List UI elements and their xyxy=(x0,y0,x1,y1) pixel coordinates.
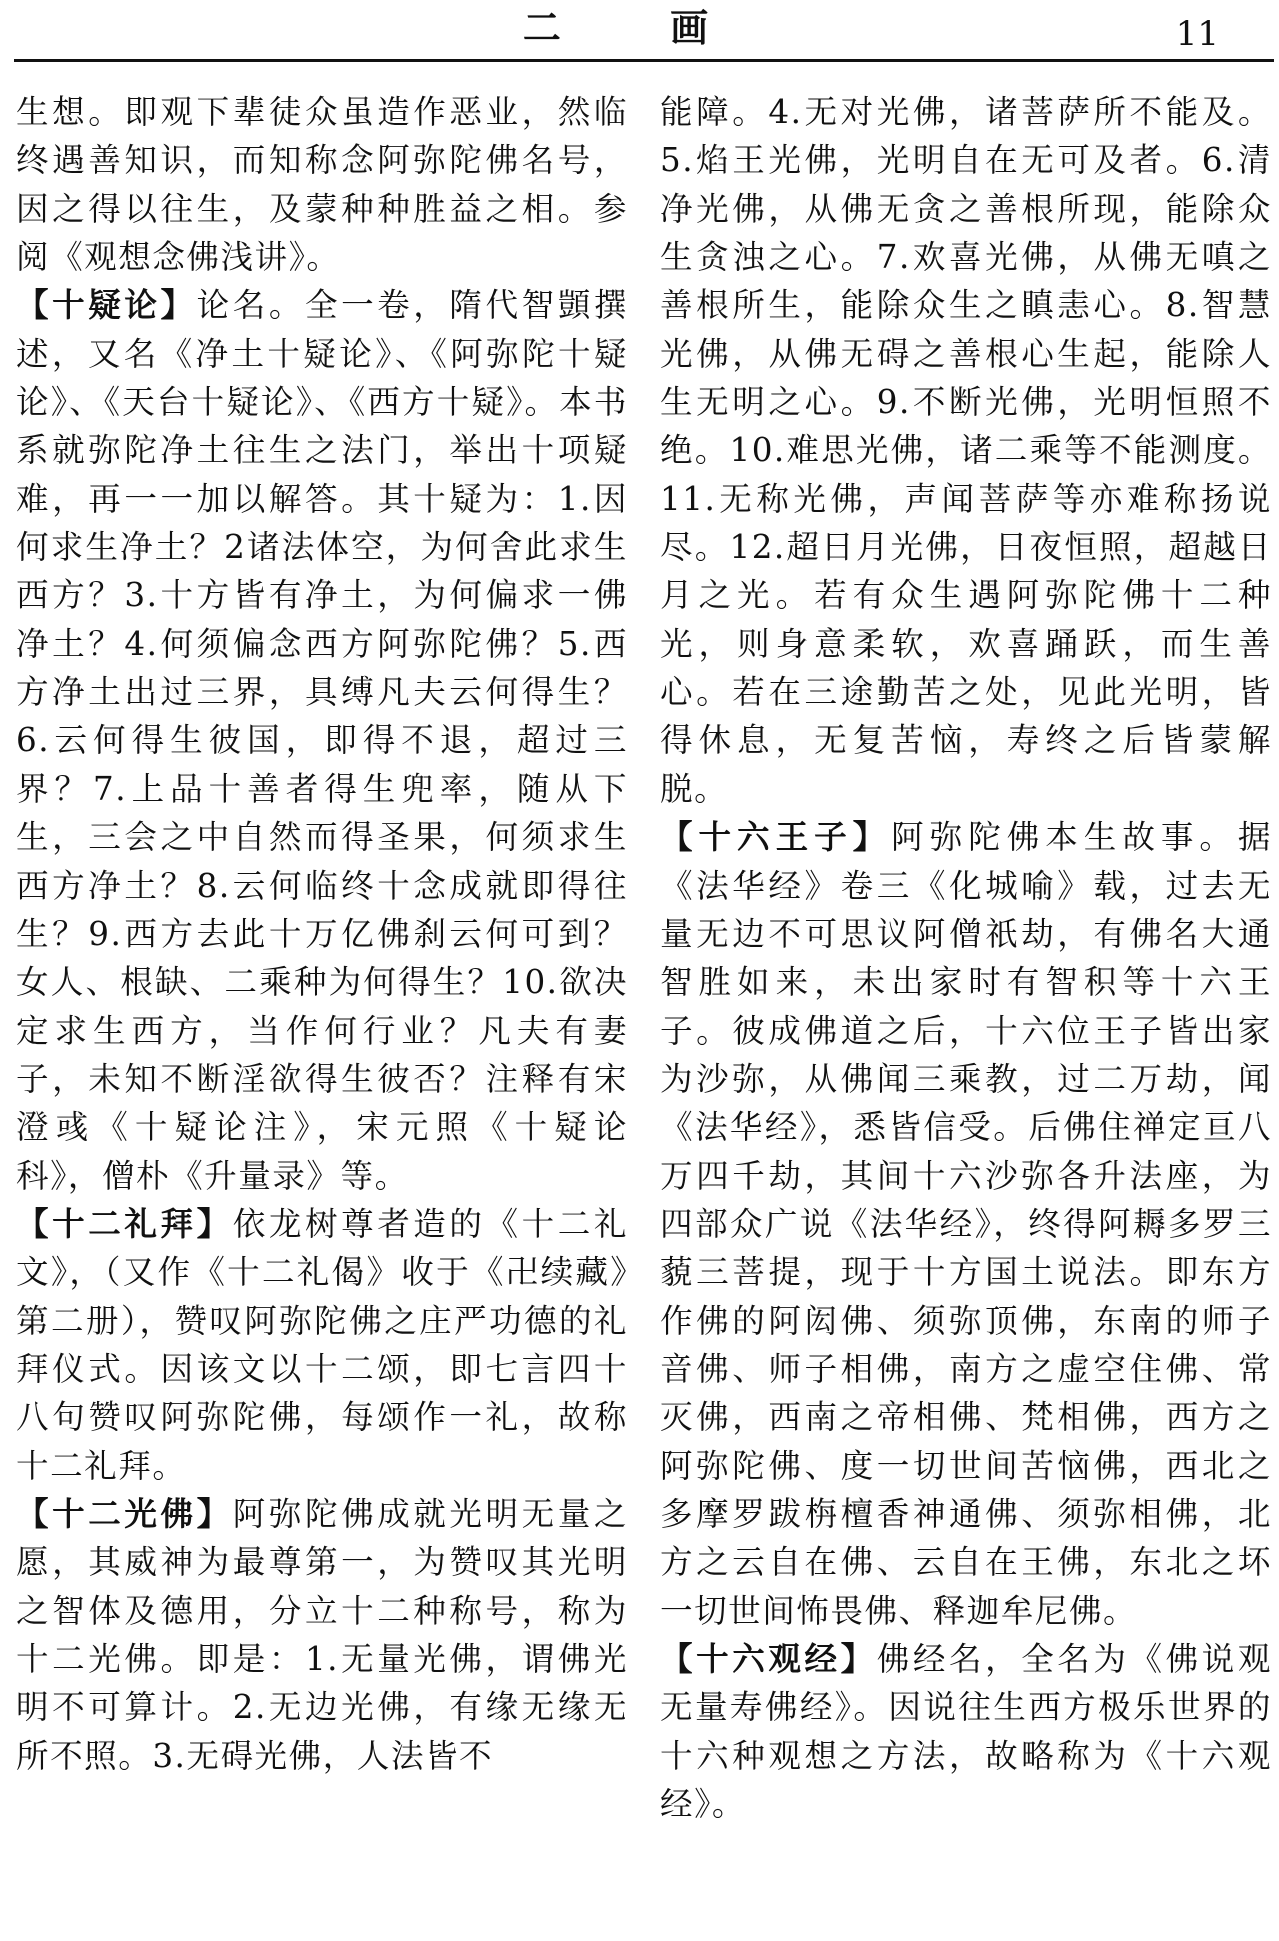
entry-body: 阿弥陀佛本生故事。据《法华经》卷三《化城喻》载，过去无量无边不可思议阿僧祇劫，有佛名大通智胜如来，未出家时有智积等十六王子。彼成佛道之后，十六位王子皆出家为沙弥，从佛闻三乘教，过二万劫，闻《法华经》，悉皆信受。后佛住禅定亘八万四千劫，其间十六沙弥各升法座，为四部众广说《法华经》，终得阿耨多罗三藐三菩提，现于十方国土说法。即东方作佛的阿闳佛、须弥顶佛，东南的师子音佛、师子相佛，南方之虚空住佛、常灭佛，西南之帝相佛、梵相佛，西方之阿弥陀佛、度一切世间苦恼佛，西北之多摩罗跋栴檀香神通佛、须弥相佛，北方之云自在佛、云自在王佛，东北之坏一切世间怖畏佛、释迦牟尼佛。 xyxy=(660,818,1272,1630)
entry-term: 【十二光佛】 xyxy=(16,1493,233,1533)
header-divider xyxy=(14,59,1274,62)
entry-term: 【十二礼拜】 xyxy=(16,1203,233,1243)
entry-body: 论名。全一卷，隋代智顗撰述，又名《净土十疑论》、《阿弥陀十疑论》、《天台十疑论》、《西方十疑》。本书系就弥陀净土往生之法门，举出十项疑难，再一一加以解答。其十疑为：1.因何求生净土？2诸法体空，为何舍此求生西方？3.十方皆有净土，为何偏求一佛净土？4.何须偏念西方阿弥陀佛？5.西方净土出过三界，具缚凡夫云何得生？6.云何得生彼国，即得不退，超过三界？7.上品十善者得生兜率，随从下生，三会之中自然而得圣果，何须求生西方净土？8.云何临终十念成就即得往生？9.西方去此十万亿佛刹云何可到？女人、根缺、二乘种为何得生？10.欲决定求生西方，当作何行业？凡夫有妻子，未知不断淫欲得生彼否？注释有宋澄彧《十疑论注》，宋元照《十疑论科》，僧朴《升量录》等。 xyxy=(16,286,628,1195)
entry-body: 生想。即观下辈徒众虽造作恶业，然临终遇善知识，而知称念阿弥陀佛名号，因之得以往生，及蒙种种胜益之相。参阅《观想念佛浅讲》。 xyxy=(16,93,628,277)
entry-term: 【十疑论】 xyxy=(16,285,197,325)
continued-paragraph xyxy=(16,88,628,281)
page-number: 11 xyxy=(1175,14,1219,54)
section-title: 二 画 xyxy=(522,5,757,50)
dictionary-entry-shi-liu-wang-zi xyxy=(660,813,1272,1635)
entry-term: 【十六王子】 xyxy=(660,817,892,857)
right-column xyxy=(660,88,1272,1928)
page-header xyxy=(0,0,1279,64)
left-column xyxy=(16,88,628,1928)
dictionary-entry-shi-yi-lun xyxy=(16,281,628,1200)
entry-term: 【十六观经】 xyxy=(660,1639,877,1678)
entry-body: 阿弥陀佛成就光明无量之愿，其威神为最尊第一，为赞叹其光明之智体及德用，分立十二种称号，称为十二光佛。即是：1.无量光佛，谓佛光明不可算计。2.无边光佛，有缘无缘无所不照。3.无碍光佛，人法皆不 xyxy=(16,1494,628,1775)
dictionary-entry-shi-er-li-bai xyxy=(16,1200,628,1490)
entry-body: 佛经名，全名为《佛说观无量寿佛经》。因说往生西方极乐世界的十六种观想之方法，故略称为《十六观经》。 xyxy=(660,1640,1272,1824)
entry-body: 能障。4.无对光佛，诸菩萨所不能及。5.焰王光佛，光明自在无可及者。6.清净光佛，从佛无贪之善根所现，能除众生贪浊之心。7.欢喜光佛，从佛无嗔之善根所生，能除众生之瞋恚心。8.智慧光佛，从佛无碍之善根心生起，能除人生无明之心。9.不断光佛，光明恒照不绝。10.难思光佛，诸二乘等不能测度。11.无称光佛，声闻菩萨等亦难称扬说尽。12.超日月光佛，日夜恒照，超越日月之光。若有众生遇阿弥陀佛十二种光，则身意柔软，欢喜踊跃，而生善心。若在三途勤苦之处，见此光明，皆得休息，无复苦恼，寿终之后皆蒙解脱。 xyxy=(660,93,1272,808)
entry-body: 依龙树尊者造的《十二礼文》，（又作《十二礼偈》收于《卍续藏》第二册），赞叹阿弥陀佛之庄严功德的礼拜仪式。因该文以十二颂，即七言四十八句赞叹阿弥陀佛，每颂作一礼，故称十二礼拜。 xyxy=(16,1204,628,1485)
dictionary-entry-shi-liu-guan-jing xyxy=(660,1635,1272,1828)
dictionary-entry-shi-er-guang-fo xyxy=(16,1490,628,1780)
continued-paragraph xyxy=(660,88,1272,813)
